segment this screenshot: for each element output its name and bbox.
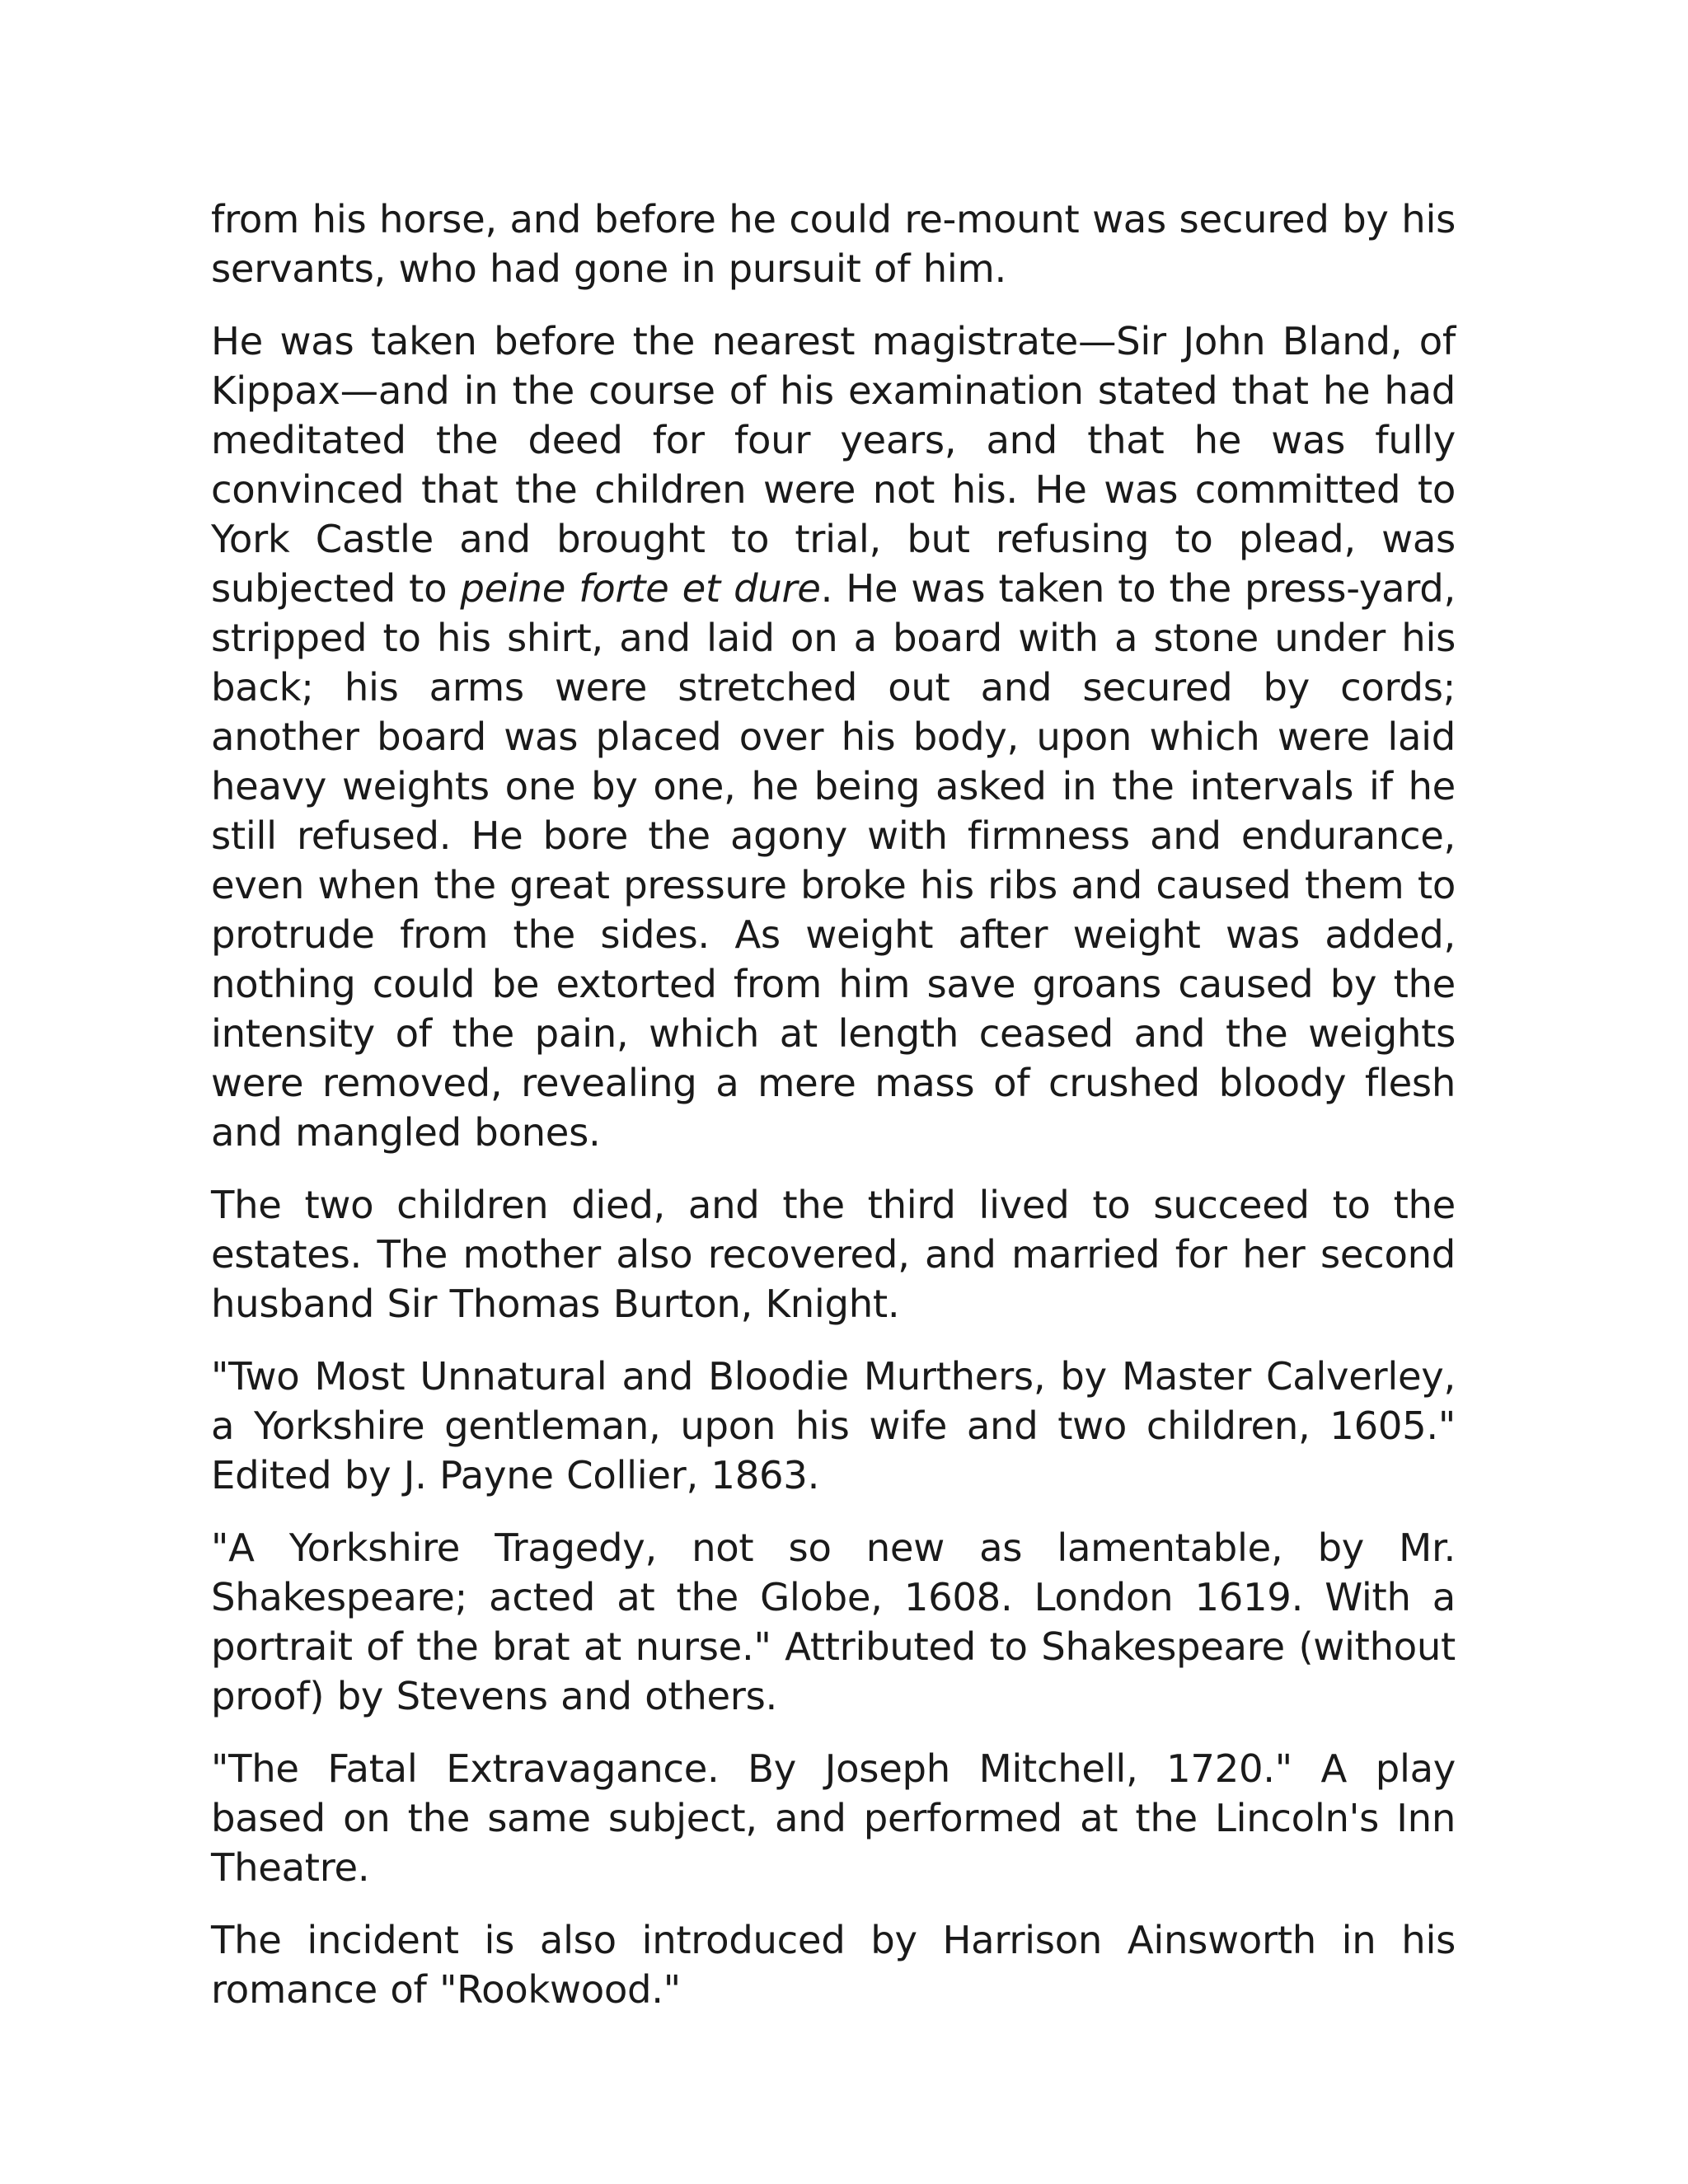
page-body bbox=[211, 194, 1456, 2014]
paragraph-trial-text-after: . He was taken to the press-yard, stripped to his shirt, and laid on a board with a stone under his back; his arms were stretched out and secured by cords; another board was placed over his body, upon which were laid heavy weights one by one, he being asked in the intervals if he still refused. He bore the agony with firmness and endurance, even when the great pressure broke his ribs and caused them to protrude from the sides. As weight after weight was added, nothing could be extorted from him save groans caused by the intensity of the pain, which at length ceased and the weights were removed, revealing a mere mass of crushed bloody flesh and mangled bones. bbox=[211, 566, 1456, 1155]
paragraph-reference-murthers: "Two Most Unnatural and Bloodie Murthers, by Master Calverley, a Yorkshire gentleman, upon his wife and two children, 1605." Edited by J. Payne Collier, 1863. bbox=[211, 1354, 1456, 1497]
paragraph-escape: from his horse, and before he could re-mount was secured by his servants, who had gone in pursuit of him. bbox=[211, 197, 1456, 291]
paragraph-reference-rookwood: The incident is also introduced by Harrison Ainsworth in his romance of "Rookwood." bbox=[211, 1918, 1456, 2012]
paragraph-reference-tragedy: "A Yorkshire Tragedy, not so new as lamentable, by Mr. Shakespeare; acted at the Globe, 1608. London 1619. With a portrait of the brat at nurse." Attributed to Shakespeare (without proof) by Stevens and others. bbox=[211, 1526, 1456, 1718]
paragraph-children: The two children died, and the third lived to succeed to the estates. The mother also recovered, and married for her second husband Sir Thomas Burton, Knight. bbox=[211, 1183, 1456, 1326]
paragraph-reference-extravagance: "The Fatal Extravagance. By Joseph Mitchell, 1720." A play based on the same subject, and performed at the Lincoln's Inn Theatre. bbox=[211, 1746, 1456, 1890]
paragraph-trial-italic: peine forte et dure bbox=[460, 566, 821, 611]
paragraph-trial-text-before: He was taken before the nearest magistrate—Sir John Bland, of Kippax—and in the course of his examination stated that he had meditated the deed for four years, and that he was fully convinced that the children were not his. He was committed to York Castle and brought to trial, but refusing to plead, was subjected to bbox=[211, 319, 1456, 611]
paragraph-trial bbox=[211, 316, 1456, 1157]
